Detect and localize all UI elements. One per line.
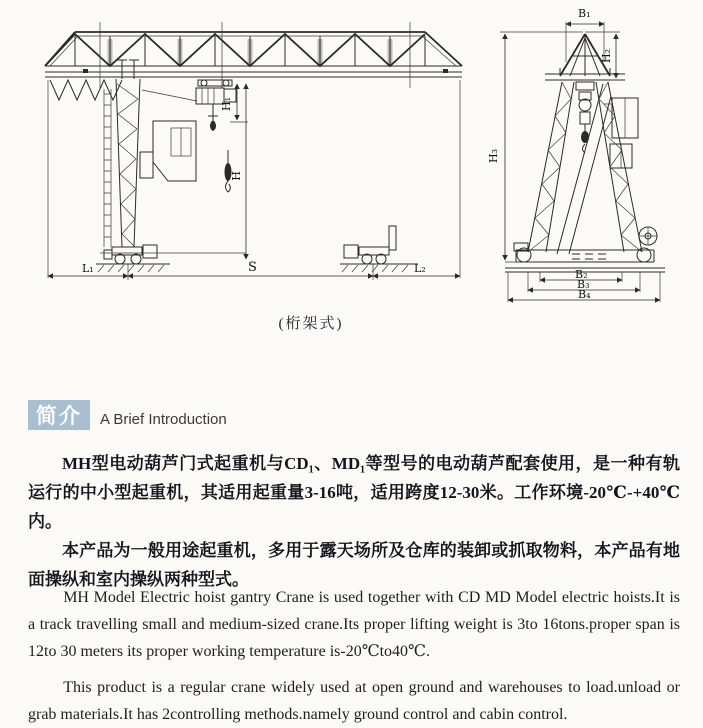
wheel-trucks bbox=[96, 226, 418, 272]
dim-label-l1: L₁ bbox=[82, 262, 94, 275]
operator-cab bbox=[140, 121, 196, 181]
dim-label-h1: H₁ bbox=[220, 96, 233, 112]
main-hook bbox=[225, 150, 232, 192]
chinese-description bbox=[0, 449, 703, 594]
dim-label-h3: H₃ bbox=[487, 148, 500, 164]
dim-label-b2: B₂ bbox=[575, 268, 588, 281]
en-paragraph-1: MH Model Electric hoist gantry Crane is used together with CD MD Model electric hoists.It is a track travelling small and medium-sized crane.Its proper lifting weight is 3to 16tons.proper span is 12to 30 meters its proper working temperature is-20℃to40℃. bbox=[28, 589, 680, 660]
dim-label-h: H bbox=[230, 171, 243, 181]
side-hoist bbox=[576, 82, 594, 153]
section-title-en: A Brief Introduction bbox=[100, 411, 227, 428]
drawing-caption: (桁架式) bbox=[278, 316, 344, 332]
dim-label-b1: B₁ bbox=[578, 7, 591, 20]
dim-label-s: S bbox=[248, 260, 257, 275]
left-leg bbox=[104, 60, 140, 247]
side-cab bbox=[604, 98, 638, 168]
crane-technical-drawings bbox=[0, 4, 703, 314]
dim-label-h2: H₂ bbox=[600, 48, 613, 64]
front-view-gantry-crane bbox=[45, 22, 462, 280]
en-paragraph-2: This product is a regular crane widely used at open ground and warehouses to load.unload or grab materials.It has 2controlling methods.namely ground control and cabin control. bbox=[28, 679, 680, 723]
side-view-gantry-crane bbox=[487, 7, 665, 302]
zh-paragraph-2: 本产品为一般用途起重机，多用于露天场所及仓库的装卸或抓取物料，本产品有地面操纵和室内操纵两种型式。 bbox=[28, 541, 680, 589]
base-carriage bbox=[505, 227, 665, 272]
dim-label-l2: L₂ bbox=[414, 262, 426, 275]
top-triangle bbox=[545, 34, 625, 80]
zh-paragraph-1: MH型电动葫芦门式起重机与CD₁、MD₁等型号的电动葫芦配套使用，是一种有轨运行的中小型起重机，其适用起重量3-16吨，适用跨度12-30米。工作环境-20℃-+40℃内。 bbox=[28, 454, 680, 531]
dim-label-b3: B₃ bbox=[577, 278, 590, 291]
section-title-zh-badge: 简介 bbox=[28, 400, 90, 430]
english-description bbox=[0, 584, 703, 728]
section-header bbox=[28, 400, 227, 430]
side-dimensions bbox=[487, 7, 660, 302]
truss-bridge bbox=[45, 22, 462, 88]
dim-label-b4: B₄ bbox=[578, 288, 591, 301]
